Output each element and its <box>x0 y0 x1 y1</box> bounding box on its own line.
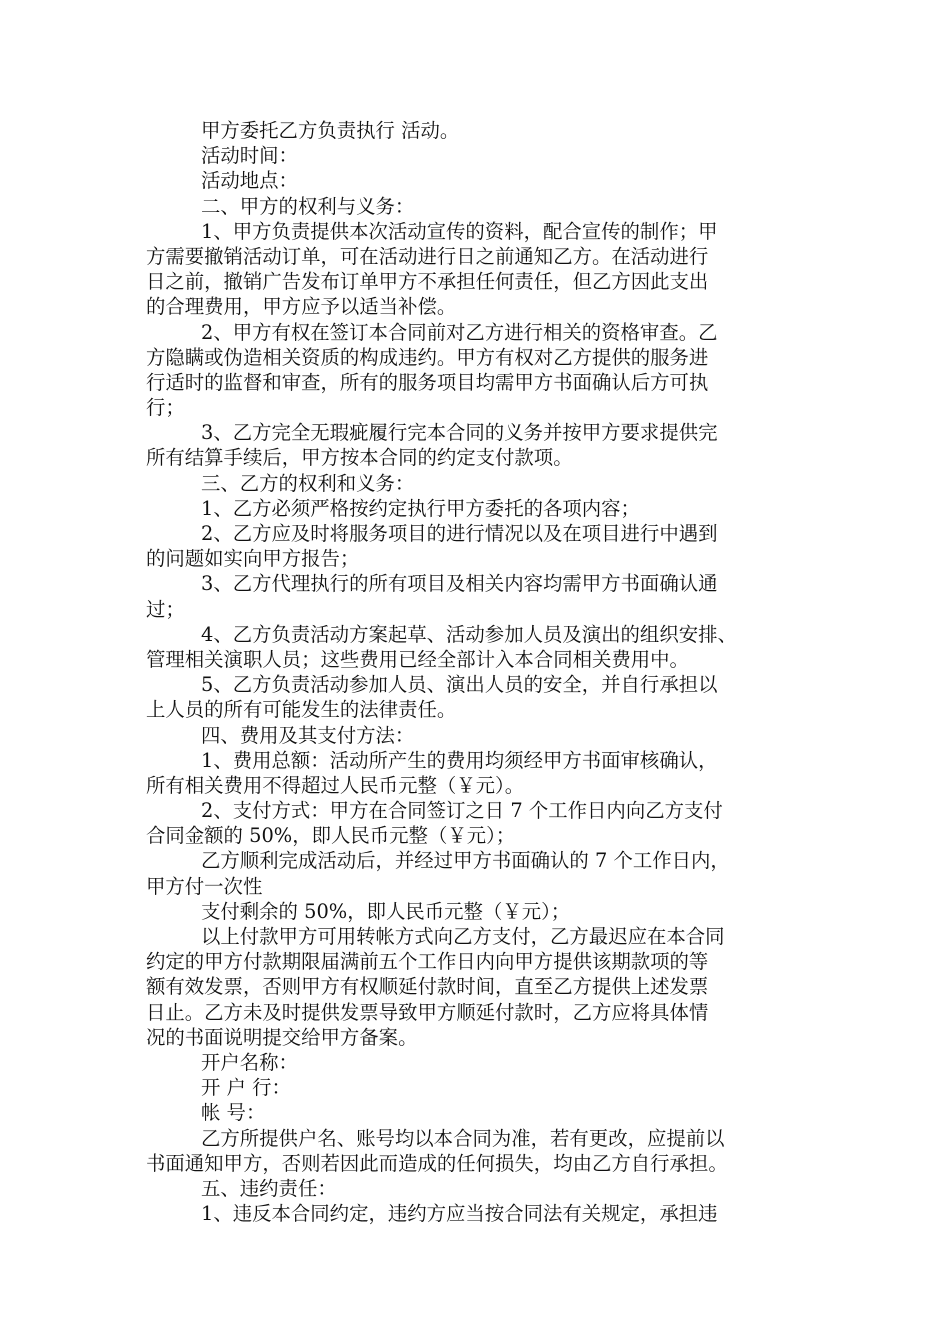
text-line: 上人员的所有可能发生的法律责任。 <box>146 698 457 722</box>
text-line: 4、乙方负责活动方案起草、活动参加人员及演出的组织安排、 <box>201 622 737 646</box>
text-line: 5、乙方负责活动参加人员、演出人员的安全，并自行承担以 <box>201 673 718 697</box>
text-line: 况的书面说明提交给甲方备案。 <box>146 1025 418 1049</box>
text-line: 2、乙方应及时将服务项目的进行情况以及在项目进行中遇到 <box>201 522 718 545</box>
text-line: 三、乙方的权利和义务： <box>201 471 415 495</box>
text-line: 帐 号： <box>201 1101 266 1125</box>
text-line: 3、乙方完全无瑕疵履行完本合同的义务并按甲方要求提供完 <box>201 421 718 445</box>
text-line: 日止。乙方未及时提供发票导致甲方顺延付款时，乙方应将具体情 <box>146 1000 709 1024</box>
text-line: 五、违约责任： <box>201 1176 337 1200</box>
text-line: 所有结算手续后，甲方按本合同的约定支付款项。 <box>146 446 573 470</box>
text-line: 以上付款甲方可用转帐方式向乙方支付，乙方最迟应在本合同 <box>201 925 725 948</box>
text-line: 乙方所提供户名、账号均以本合同为准，若有更改，应提前以 <box>201 1126 725 1150</box>
text-line: 方隐瞒或伪造相关资质的构成违约。甲方有权对乙方提供的服务进 <box>146 345 709 369</box>
text-line: 行； <box>146 396 185 420</box>
text-line: 书面通知甲方，否则若因此而造成的任何损失，均由乙方自行承担。 <box>146 1151 728 1175</box>
text-line: 甲方委托乙方负责执行 活动。 <box>201 119 460 142</box>
text-line: 1、甲方负责提供本次活动宣传的资料，配合宣传的制作；甲 <box>201 219 718 243</box>
text-line: 所有相关费用不得超过人民币元整（￥元）。 <box>146 773 525 797</box>
text-line: 甲方付一次性 <box>146 874 263 898</box>
text-line: 的问题如实向甲方报告； <box>146 547 360 571</box>
text-line: 的合理费用，甲方应予以适当补偿。 <box>146 295 457 319</box>
text-line: 二、甲方的权利与义务： <box>201 194 415 218</box>
text-line: 1、费用总额：活动所产生的费用均须经甲方书面审核确认， <box>201 748 718 772</box>
text-line: 合同金额的 50%，即人民币元整（￥元）； <box>146 824 516 848</box>
text-line: 额有效发票，否则甲方有权顺延付款时间，直至乙方提供上述发票 <box>146 975 709 999</box>
text-line: 开 户 行： <box>201 1076 291 1100</box>
text-line: 管理相关演职人员；这些费用已经全部计入本合同相关费用中。 <box>146 647 689 671</box>
text-line: 过； <box>146 597 185 621</box>
text-line: 2、甲方有权在签订本合同前对乙方进行相关的资格审查。乙 <box>201 320 718 344</box>
text-line: 日之前，撤销广告发布订单甲方不承担任何责任，但乙方因此支出 <box>146 270 709 294</box>
text-line: 四、费用及其支付方法： <box>201 723 415 747</box>
text-line: 方需要撤销活动订单，可在活动进行日之前通知乙方。在活动进行 <box>146 244 709 268</box>
text-line: 活动地点： <box>201 169 298 193</box>
text-line: 行适时的监督和审查，所有的服务项目均需甲方书面确认后方可执 <box>146 370 709 394</box>
text-line: 1、违反本合同约定，违约方应当按合同法有关规定，承担违 <box>201 1202 718 1226</box>
text-line: 3、乙方代理执行的所有项目及相关内容均需甲方书面确认通 <box>201 572 718 596</box>
document-body <box>146 118 826 1226</box>
text-line: 支付剩余的 50%，即人民币元整（￥元）； <box>201 899 571 923</box>
text-line: 活动时间： <box>201 144 298 168</box>
text-line: 开户名称： <box>201 1050 298 1074</box>
text-line: 1、乙方必须严格按约定执行甲方委托的各项内容； <box>201 496 640 520</box>
text-line: 约定的甲方付款期限届满前五个工作日内向甲方提供该期款项的等 <box>146 950 709 974</box>
text-line: 2、支付方式：甲方在合同签订之日 7 个工作日内向乙方支付 <box>201 799 723 823</box>
text-line: 乙方顺利完成活动后，并经过甲方书面确认的 7 个工作日内， <box>201 849 730 873</box>
